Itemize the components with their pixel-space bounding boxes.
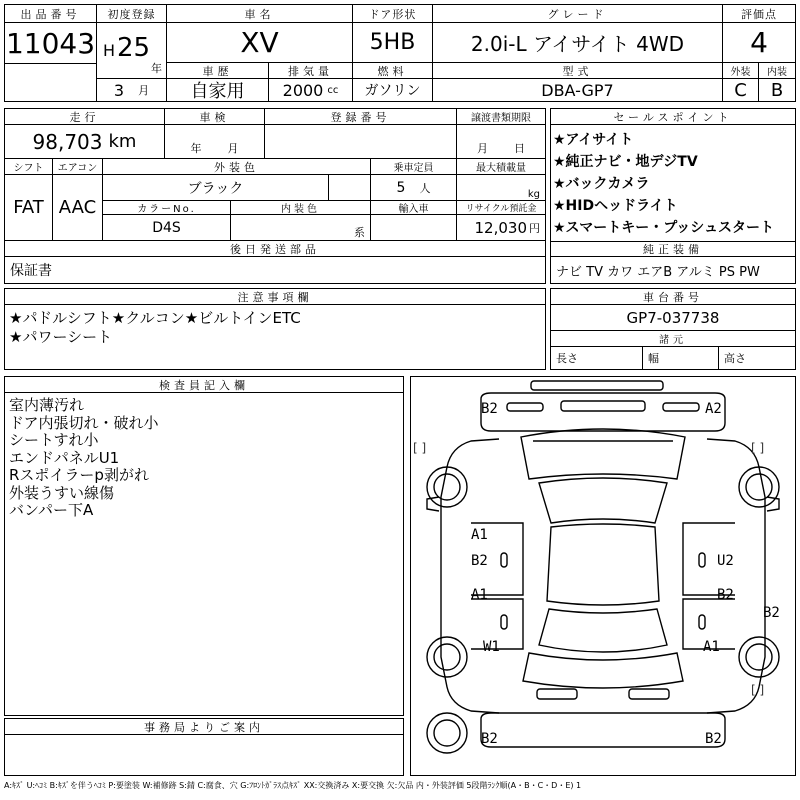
seats-unit: 人 bbox=[419, 181, 431, 195]
intcolor-unit: 系 bbox=[354, 226, 365, 239]
disp-value: 2000 bbox=[282, 80, 324, 100]
sales-point: ★アイサイト bbox=[553, 132, 634, 148]
mileage-unit: km bbox=[108, 131, 137, 152]
month-unit: 月 bbox=[138, 84, 150, 97]
ext-label: 外装 bbox=[723, 63, 759, 79]
sales-point: ★HIDヘッドライト bbox=[553, 198, 678, 214]
era: H bbox=[103, 41, 116, 60]
recycle-cell bbox=[457, 215, 545, 241]
dim-length: 長さ bbox=[551, 347, 643, 369]
damage-mark: W1 bbox=[483, 639, 500, 655]
damage-mark: U2 bbox=[717, 553, 734, 569]
damage-mark: A1 bbox=[703, 639, 720, 655]
car-diagram bbox=[410, 376, 796, 776]
score-value: 4 bbox=[723, 23, 795, 63]
int-value: B bbox=[770, 79, 784, 101]
dim-width: 幅 bbox=[643, 347, 719, 369]
later-label: 後日発送部品 bbox=[5, 241, 545, 257]
reg-year: 25 bbox=[117, 33, 151, 63]
color-label: 外装色 bbox=[103, 159, 371, 175]
type-label: 型式 bbox=[433, 63, 723, 79]
lot-spacer bbox=[5, 63, 97, 101]
office-label: 事務局よりご案内 bbox=[5, 719, 403, 735]
bracket-mark: [ ] bbox=[413, 441, 427, 455]
reg-label: 初度登録 bbox=[97, 5, 167, 23]
load-cell bbox=[457, 175, 545, 201]
seats-value: 5 bbox=[396, 179, 406, 196]
inspector-block bbox=[4, 376, 404, 716]
spec-block bbox=[4, 108, 546, 284]
inspector-line: エンドパネルU1 bbox=[9, 448, 120, 467]
disp-unit: cc bbox=[327, 84, 339, 96]
insp-year-unit: 年 bbox=[190, 142, 202, 155]
color-extra bbox=[329, 175, 371, 201]
inspector-line: 外装うすい線傷 bbox=[9, 483, 115, 502]
damage-mark: B2 bbox=[717, 587, 734, 603]
inspector-line: ドア内張切れ・破れ小 bbox=[9, 413, 159, 432]
import-label: 輸入車 bbox=[371, 201, 457, 215]
plate-label: 登録番号 bbox=[265, 109, 457, 125]
dim-height: 高さ bbox=[724, 352, 746, 365]
header-block bbox=[4, 4, 796, 102]
door-type: 5HB bbox=[353, 23, 433, 63]
mileage-value: 98,703 bbox=[32, 129, 103, 154]
history-label: 車歴 bbox=[167, 63, 269, 79]
inspector-notes bbox=[9, 397, 159, 520]
transfer-month-unit: 月 bbox=[477, 142, 488, 155]
note-line: ★パドルシフト★クルコン★ビルトインETC bbox=[9, 309, 301, 327]
insp-month-unit: 月 bbox=[227, 142, 239, 155]
sales-point: ★バックカメラ bbox=[553, 176, 650, 192]
damage-mark: B2 bbox=[471, 553, 488, 569]
disp-cell bbox=[269, 79, 353, 101]
door-label: ドア形状 bbox=[353, 5, 433, 23]
model-name: XV bbox=[167, 23, 353, 63]
inspector-line: 室内薄汚れ bbox=[9, 396, 85, 414]
model-label: 車名 bbox=[167, 5, 353, 23]
chassis-value: GP7-037738 bbox=[551, 305, 795, 331]
inspector-line: Rスポイラーp剥がれ bbox=[9, 466, 149, 484]
colorno-label: カラーNo. bbox=[103, 201, 231, 215]
lot-label: 出品番号 bbox=[5, 5, 97, 23]
shift-value: FAT bbox=[5, 175, 53, 241]
inspector-line: バンパー下A bbox=[9, 501, 94, 519]
damage-mark: A2 bbox=[705, 401, 722, 417]
colorno-value: D4S bbox=[103, 215, 231, 241]
lot-number: 11043 bbox=[5, 23, 97, 63]
recycle-unit: 円 bbox=[529, 221, 540, 235]
mileage-cell bbox=[5, 125, 165, 159]
inspection-cell bbox=[165, 125, 265, 159]
seats-label: 乗車定員 bbox=[371, 159, 457, 175]
recycle-value: 12,030 bbox=[474, 218, 527, 237]
shift-label: シフト bbox=[5, 159, 53, 175]
fuel-value: ガソリン bbox=[353, 79, 433, 101]
later-value: 保証書 bbox=[10, 263, 52, 279]
damage-mark: B2 bbox=[763, 605, 780, 621]
ac-label: エアコン bbox=[53, 159, 103, 175]
sales-list bbox=[553, 129, 774, 239]
color-value: ブラック bbox=[103, 175, 329, 201]
car-diagram-drawing bbox=[411, 377, 795, 775]
import-cell bbox=[371, 215, 457, 241]
reg-year-cell bbox=[97, 23, 167, 79]
type-value: DBA-GP7 bbox=[433, 79, 723, 101]
score-label: 評価点 bbox=[723, 5, 795, 23]
legend: A:ｷｽﾞ U:ﾍｺﾐ B:ｷｽﾞを伴うﾍｺﾐ P:要塗装 W:補修跡 S:錆 C:腐食、穴 G:ﾌﾛﾝﾄｶﾞﾗｽ点ｷｽﾞ XX:交換済み X:要交換 欠:欠品 内・外装評価 5段階ﾗﾝｸ順(A・B・C・D・E) 1 bbox=[4, 781, 582, 790]
inspector-label: 検査員記入欄 bbox=[5, 377, 403, 393]
equip-label: 純正装備 bbox=[551, 241, 795, 257]
reg-month-cell bbox=[97, 79, 167, 101]
notes-text bbox=[9, 309, 301, 347]
ext-value: C bbox=[723, 79, 759, 101]
recycle-label: リサイクル預託金 bbox=[457, 201, 545, 215]
mileage-label: 走行 bbox=[5, 109, 165, 125]
dims-label: 諸元 bbox=[551, 331, 795, 347]
transfer-label: 譲渡書類期限 bbox=[457, 109, 545, 125]
inspector-line: シートすれ小 bbox=[9, 431, 99, 449]
reg-month: 3 bbox=[113, 80, 125, 100]
note-line: ★パワーシート bbox=[9, 328, 113, 346]
inspection-label: 車検 bbox=[165, 109, 265, 125]
sales-block bbox=[550, 108, 796, 284]
intcolor-label: 内装色 bbox=[231, 201, 371, 215]
bracket-mark: [ ] bbox=[751, 441, 765, 455]
sales-point: ★純正ナビ・地デジTV bbox=[553, 154, 698, 170]
load-label: 最大積載量 bbox=[457, 159, 545, 175]
notes-label: 注意事項欄 bbox=[5, 289, 545, 305]
damage-mark: B2 bbox=[481, 731, 498, 747]
intcolor-cell bbox=[231, 215, 371, 241]
damage-mark: A1 bbox=[471, 527, 488, 543]
year-unit: 年 bbox=[151, 62, 162, 75]
chassis-block bbox=[550, 288, 796, 370]
damage-mark: B2 bbox=[705, 731, 722, 747]
fuel-label: 燃料 bbox=[353, 63, 433, 79]
equip-value: ナビ TV カワ エアB アルミ PS PW bbox=[556, 264, 760, 280]
chassis-label: 車台番号 bbox=[551, 289, 795, 305]
sales-label: セールスポイント bbox=[551, 109, 795, 125]
history-value: 自家用 bbox=[167, 79, 269, 101]
sales-point: ★スマートキー・プッシュスタート bbox=[553, 220, 775, 236]
grade-label: グレード bbox=[433, 5, 723, 23]
transfer-cell bbox=[457, 125, 545, 159]
bracket-mark: [ ] bbox=[751, 683, 765, 697]
int-label: 内装 bbox=[759, 63, 795, 79]
damage-mark: B2 bbox=[481, 401, 498, 417]
office-block bbox=[4, 718, 404, 776]
load-unit: kg bbox=[527, 189, 540, 200]
transfer-day-unit: 日 bbox=[514, 142, 525, 155]
disp-label: 排気量 bbox=[269, 63, 353, 79]
grade-value: 2.0i-L アイサイト 4WD bbox=[433, 23, 723, 63]
seats-cell bbox=[371, 175, 457, 201]
notes-block bbox=[4, 288, 546, 370]
plate-cell bbox=[265, 125, 457, 159]
damage-mark: A1 bbox=[471, 587, 488, 603]
ac-value: AAC bbox=[53, 175, 103, 241]
